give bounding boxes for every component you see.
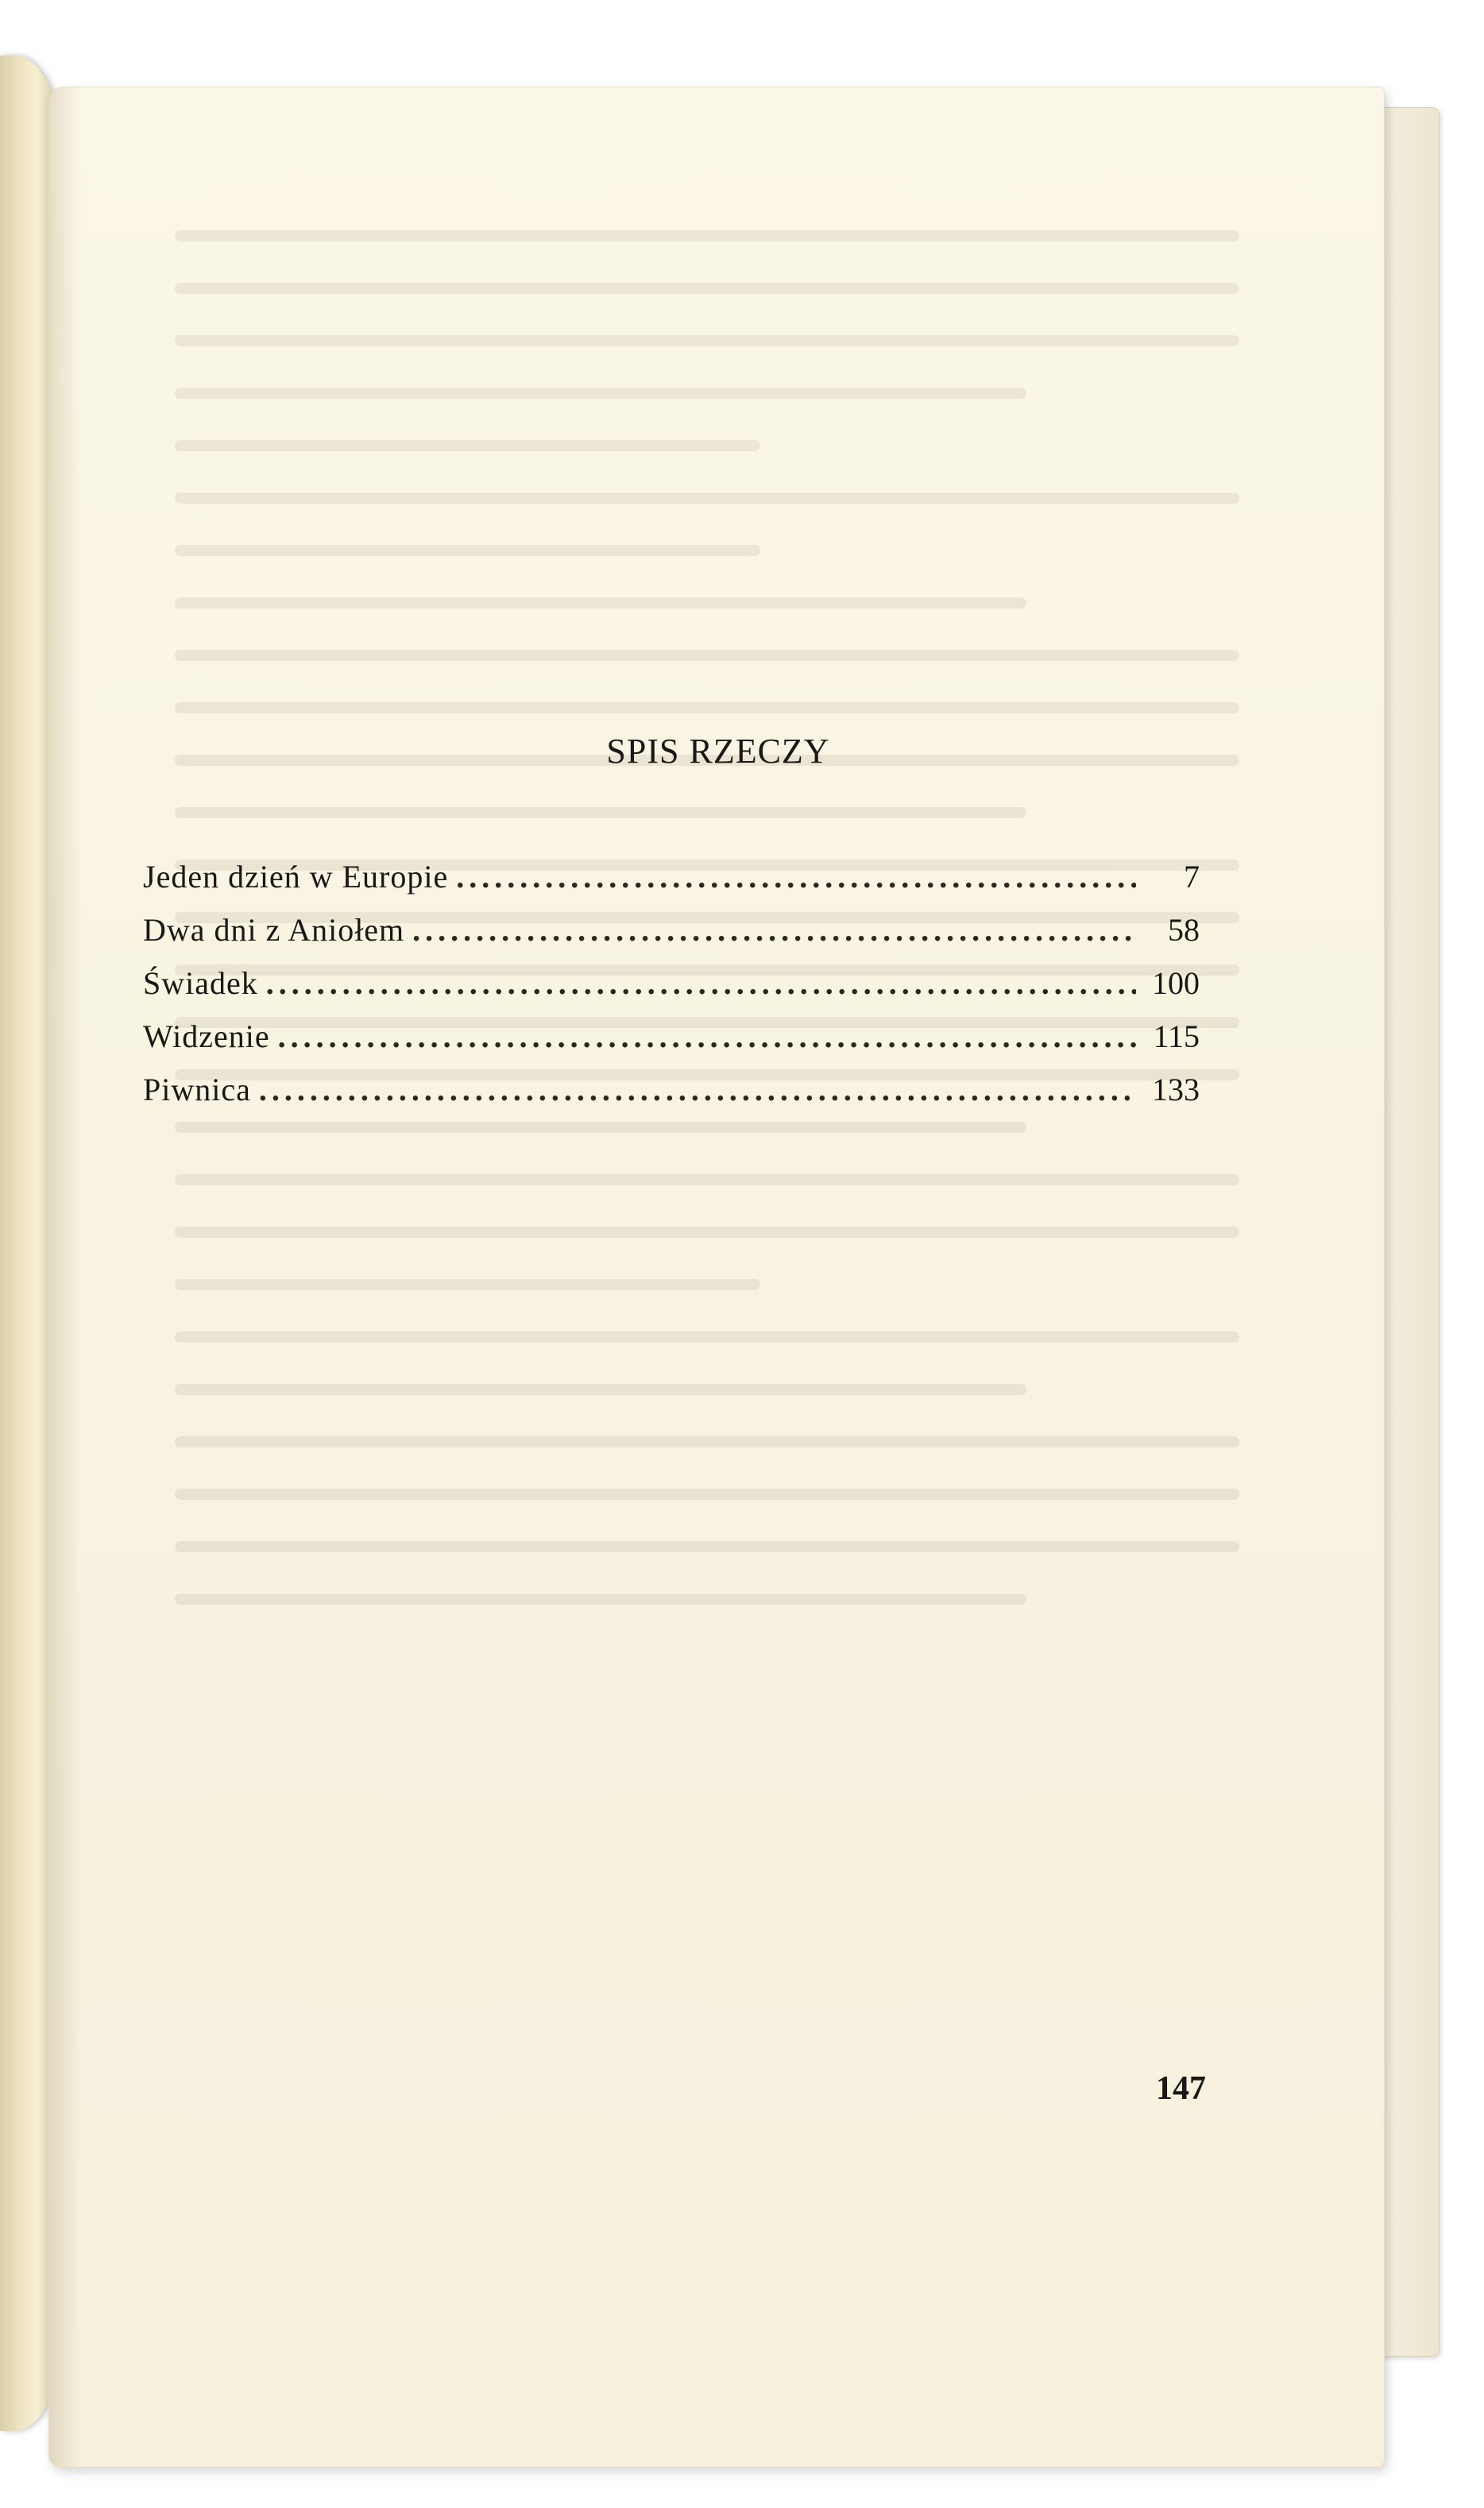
toc-entry [143,1018,1200,1071]
dot-leader [259,1071,1136,1108]
table-of-contents [143,858,1200,1124]
toc-entry-label: Dwa dni z Aniołem [143,912,405,948]
toc-entry-page: 133 [1152,1072,1200,1107]
dot-leader [266,964,1136,1002]
toc-entry [143,1071,1200,1124]
dot-leader [412,911,1136,949]
toc-entry-label: Jeden dzień w Europie [143,859,449,895]
toc-title: SPIS RZECZY [606,732,830,771]
toc-entry-page: 58 [1168,912,1200,948]
toc-entry [143,964,1200,1018]
toc-entry-page: 7 [1184,859,1200,895]
toc-entry-label: Świadek [143,965,258,1001]
toc-entry-page: 100 [1152,965,1200,1001]
toc-entry-label: Piwnica [143,1072,251,1107]
toc-entry [143,911,1200,964]
toc-entry [143,858,1200,911]
page-inner-shadow [49,87,81,2467]
page-number: 147 [1156,2070,1206,2107]
dot-leader [278,1018,1136,1055]
toc-entry-label: Widzenie [143,1018,270,1054]
toc-entry-page: 115 [1153,1018,1200,1054]
dot-leader [456,858,1136,895]
